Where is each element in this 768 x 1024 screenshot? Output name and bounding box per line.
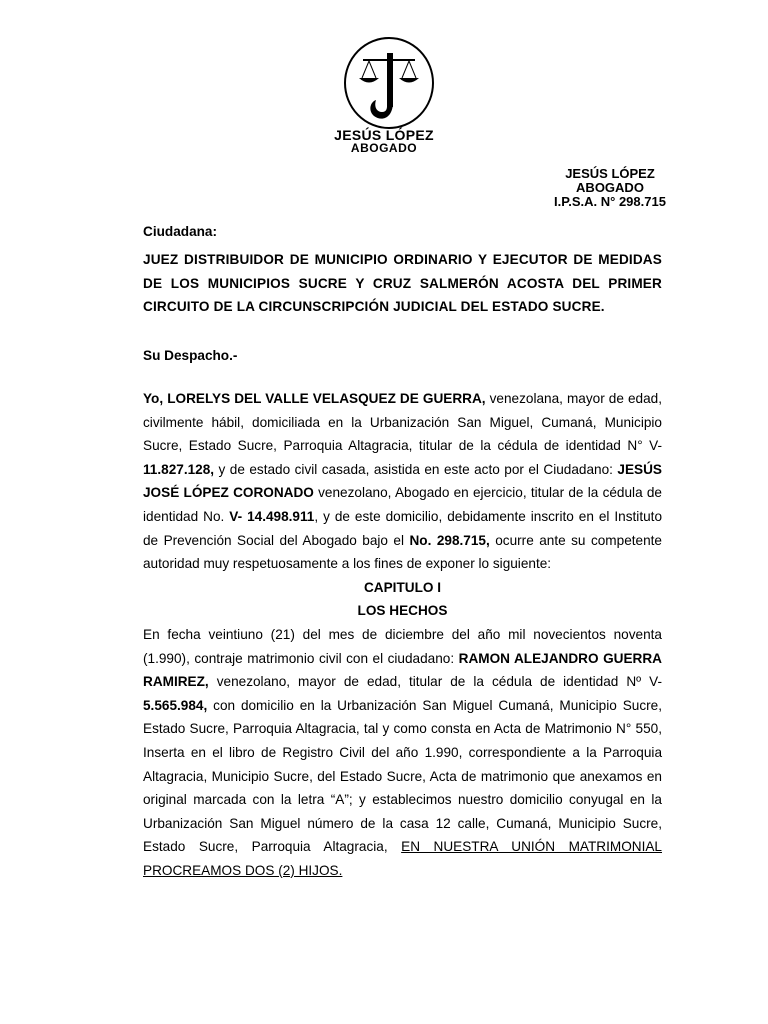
facts-text: venezolano, mayor de edad, titular de la cédula de identidad Nº V- (208, 674, 662, 690)
intro-text: , y de este domicilio, debidamente inscrito en el Instituto de Prevención Social del Abogado bajo el (143, 508, 663, 548)
children-statement: EN NUESTRA UNIÓN MATRIMONIAL PROCREAMOS DOS (2) HIJOS. (143, 839, 662, 878)
facts-text: En fecha veintiuno (21) del mes de diciembre del año mil novecientos noventa (1.990), contraje matrimonio civil con el ciudadano: (143, 626, 662, 666)
logo-name: JESÚS LÓPEZ (334, 127, 434, 143)
chapter-heading: CAPITULO I (363, 579, 442, 595)
facts-text: con domicilio en la Urbanización San Miguel Cumaná, Municipio Sucre, Estado Sucre, Parroquia Altagracia, tal y como consta en Acta de Matrimonio N° 550, Inserta en el libro de Registro Civil del año 1.990, correspondiente a la Parroquia Altagracia, Municipio Sucre, del Estado Sucre, Acta de matrimonio que anexamos en original marcada con la letra “A”; y establecimos nuestro domicilio conyugal en la Urbanización San Miguel número de la casa 12 calle, Cumaná, Municipio Sucre, Estado Sucre, Parroquia Altagracia, (143, 697, 662, 855)
attorney-id: V- 14.498.911 (229, 508, 315, 524)
petitioner-name: Yo, LORELYS DEL VALLE VELASQUEZ DE GUERRA, (143, 391, 486, 406)
spouse-id: 5.565.984, (143, 697, 208, 713)
letterhead-name: JESÚS LÓPEZ (565, 166, 655, 181)
letterhead-block (520, 167, 700, 209)
logo-subtitle: ABOGADO (350, 141, 418, 155)
intro-paragraph (143, 387, 662, 576)
addressee-label: Ciudadana: (143, 224, 218, 239)
attorney-registration: No. 298.715, (409, 532, 490, 548)
spouse-name: RAMON ALEJANDRO GUERRA RAMIREZ, (143, 650, 662, 690)
intro-text: y de estado civil casada, asistida en este acto por el Ciudadano: (214, 461, 618, 477)
letterhead-ipsa: I.P.S.A. N° 298.715 (554, 194, 666, 209)
petitioner-id: 11.827.128, (143, 461, 215, 477)
intro-text: venezolano, Abogado en ejercicio, titular de la cédula de identidad No. (143, 485, 662, 524)
facts-paragraph (143, 623, 662, 883)
intro-text: ocurre ante su competente autoridad muy respetuosamente a los fines de exponer lo siguiente: (143, 532, 662, 572)
intro-text: venezolana, mayor de edad, civilmente hábil, domiciliada en la Urbanización San Miguel, Cumaná, Municipio Sucre, Estado Sucre, Parroquia Altagracia, titular de la cédula de identidad N° V- (143, 391, 662, 454)
document-body (143, 387, 662, 882)
attorney-name: JESÚS JOSÉ LÓPEZ CORONADO (143, 461, 662, 501)
addressee: JUEZ DISTRIBUIDOR DE MUNICIPIO ORDINARIO Y EJECUTOR DE MEDIDAS DE LOS MUNICIPIOS SUCRE Y CRUZ SALMERÓN ACOSTA DEL PRIMER CIRCUITO DE LA CIRCUNSCRIPCIÓN JUDICIAL DEL ESTADO SUCRE. (143, 252, 662, 314)
logo (342, 36, 436, 130)
scales-of-justice-icon (342, 36, 436, 130)
chapter-title: LOS HECHOS (357, 603, 448, 619)
salutation: Su Despacho.- (143, 348, 238, 363)
letterhead-title: ABOGADO (576, 180, 644, 195)
